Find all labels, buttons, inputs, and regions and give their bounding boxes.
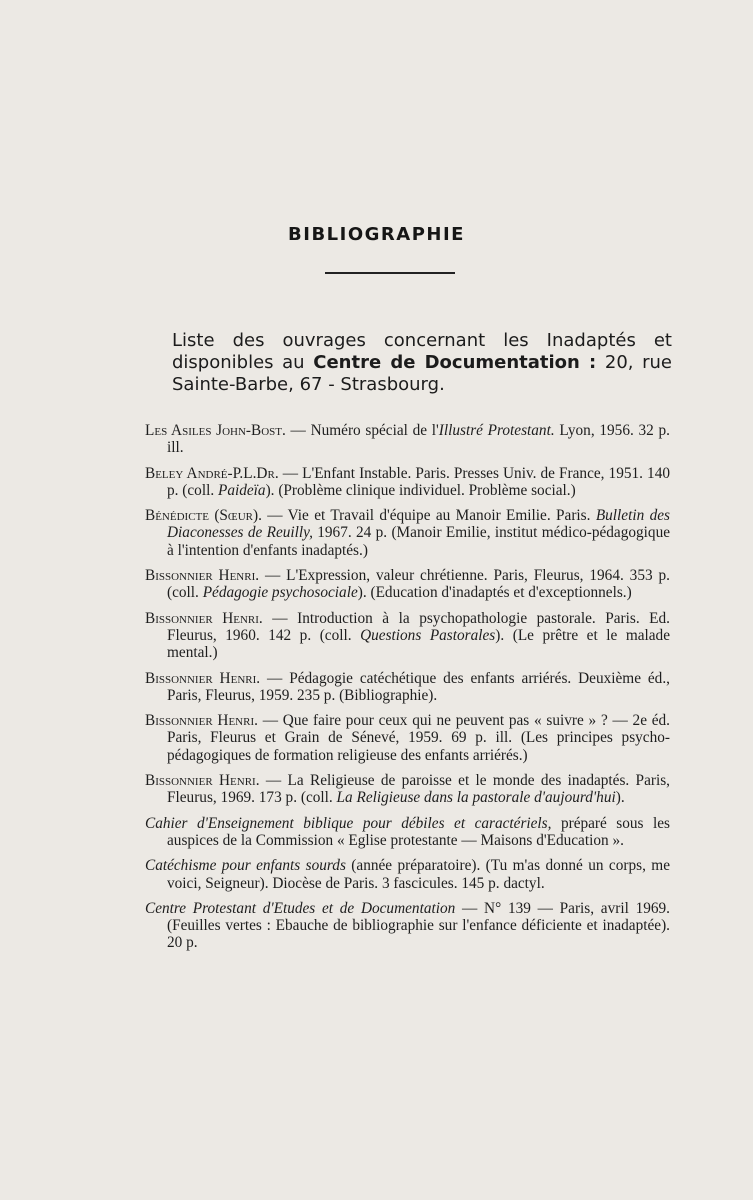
entry-text-rest: ). xyxy=(615,789,625,807)
entry-author: Bissonnier Henri. xyxy=(145,567,260,585)
entry-title-italic: Questions Pastorales xyxy=(360,626,496,644)
bibliography-entry xyxy=(145,610,670,662)
entry-text: Vie et Travail d'équipe au Manoir Emilie. Paris. xyxy=(287,507,596,525)
entry-author: Bissonnier Henri. xyxy=(145,609,263,627)
entry-author: Bénédicte (Sœur). xyxy=(145,507,262,525)
bibliography-entry xyxy=(145,815,670,850)
entry-title-italic: Illustré Protestant. xyxy=(438,422,555,439)
entry-separator: — xyxy=(259,772,288,790)
intro-paragraph xyxy=(172,330,672,396)
intro-text-before: Liste des ouvrages concernant les Inadaptés et disponibles au xyxy=(172,330,672,373)
entry-author: Bissonnier Henri. xyxy=(145,772,260,790)
bibliography-list xyxy=(145,422,670,960)
bibliography-entry xyxy=(145,900,670,952)
entry-text-rest: (année préparatoire). (Tu m'as donné un corps, me voici, Seigneur). Diocèse de Paris. 3 fascicules. 145 p. dactyl. xyxy=(167,857,670,892)
bibliography-entry xyxy=(145,507,670,559)
bibliography-entry xyxy=(145,857,670,892)
entry-text: Pédagogie catéchétique des enfants arriérés. Deuxième éd., Paris, Fleurus, 1959. 235 p. (Bibliographie). xyxy=(167,669,670,704)
title-divider xyxy=(325,272,455,274)
entry-title-italic: La Religieuse dans la pastorale d'aujourd'hui xyxy=(336,789,616,807)
entry-title-italic: Bulletin des Diaconesses de Reuilly, xyxy=(167,507,670,542)
entry-text-rest: 1967. 24 p. (Manoir Emilie, institut médico-pédagogique à l'intention d'enfants inadaptés.) xyxy=(167,524,671,559)
entry-title-italic: Pédagogie psychosociale xyxy=(202,584,358,602)
entry-separator: — xyxy=(285,422,311,439)
entry-text-rest: ). (Problème clinique individuel. Problème social.) xyxy=(265,481,576,499)
entry-text-rest: — N° 139 — Paris, avril 1969. (Feuilles vertes : Ebauche de bibliographie sur l'enfance déficiente et inadaptée). 20 p. xyxy=(167,899,670,952)
entry-separator: — xyxy=(262,609,298,627)
entry-author: Les Asiles John-Bost. xyxy=(145,422,286,439)
entry-text-rest: préparé sous les auspices de la Commission « Eglise protestante — Maisons d'Education ». xyxy=(167,814,670,849)
entry-author: Bissonnier Henri. xyxy=(145,669,261,687)
entry-author: Beley André-P.L.Dr. xyxy=(145,464,279,482)
entry-title-italic: Paideïa xyxy=(217,481,266,499)
entry-text: Introduction à la psychopathologie pastorale. Paris. Ed. Fleurus, 1960. 142 p. (coll. xyxy=(167,609,670,644)
bibliography-entry xyxy=(145,422,670,457)
entry-separator: — xyxy=(259,567,287,585)
entry-text: Numéro spécial de l' xyxy=(310,422,439,439)
entry-separator: — xyxy=(257,712,283,730)
intro-text-after: 20, rue Sainte-Barbe, 67 - Strasbourg. xyxy=(172,352,673,395)
entry-text-rest: ). (Education d'inadaptés et d'exceptionnels.) xyxy=(357,584,632,602)
bibliography-entry xyxy=(145,567,670,602)
entry-text-rest: ). (Le prêtre et le malade mental.) xyxy=(167,626,671,662)
entry-separator: — xyxy=(260,669,290,687)
entry-text: L'Expression, valeur chrétienne. Paris, Fleurus, 1964. 353 p. (coll. xyxy=(167,567,670,602)
bibliography-entry xyxy=(145,465,670,500)
bibliography-entry xyxy=(145,670,670,705)
page-title: BIBLIOGRAPHIE xyxy=(288,224,465,245)
intro-center-name: Centre de Documentation : xyxy=(313,352,597,373)
entry-title-italic: Cahier d'Enseignement biblique pour débiles et caractériels, xyxy=(145,814,552,832)
entry-separator: — xyxy=(278,464,303,482)
bibliography-entry xyxy=(145,772,670,807)
entry-text-rest: Lyon, 1956. 32 p. ill. xyxy=(167,422,670,457)
entry-text: Que faire pour ceux qui ne peuvent pas « suivre » ? — 2e éd. Paris, Fleurus et Grain de Sénevé, 1959. 69 p. ill. (Les principes psycho-pédagogiques de formation religieuse des enfants arriérés.) xyxy=(167,712,670,764)
entry-author: Bissonnier Henri. xyxy=(145,712,258,730)
bibliography-entry xyxy=(145,712,670,764)
entry-title-italic: Centre Protestant d'Etudes et de Documentation xyxy=(145,899,456,917)
entry-text: L'Enfant Instable. Paris. Presses Univ. de France, 1951. 140 p. (coll. xyxy=(167,464,670,499)
entry-title-italic: Catéchisme pour enfants sourds xyxy=(145,857,346,875)
entry-separator: — xyxy=(261,507,288,525)
entry-text: La Religieuse de paroisse et le monde des inadaptés. Paris, Fleurus, 1969. 173 p. (coll. xyxy=(167,772,670,807)
